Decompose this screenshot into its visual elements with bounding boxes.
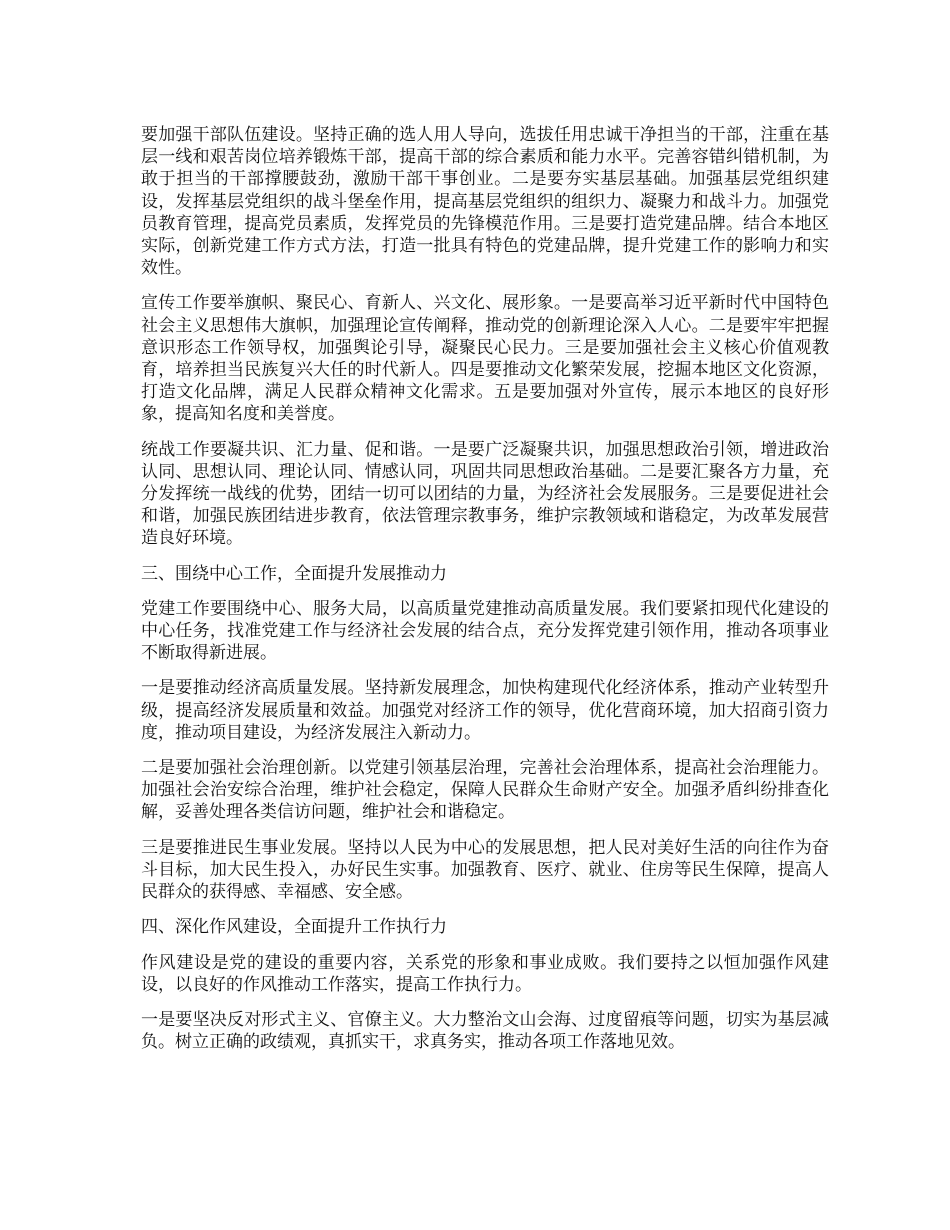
paragraph: 三是要推进民生事业发展。坚持以人民为中心的发展思想，把人民对美好生活的向往作为奋斗目标，加大民生投入，办好民生实事。加强教育、医疗、就业、住房等民生保障，提高人民群众的获得感、幸福感、安全感。: [141, 837, 829, 903]
section-heading: 三、围绕中心工作，全面提升发展推动力: [141, 563, 447, 584]
paragraph: 统战工作要凝共识、汇力量、促和谐。一是要广泛凝聚共识，加强思想政治引领，增进政治认同、思想认同、理论认同、情感认同，巩固共同思想政治基础。二是要汇聚各方力量，充分发挥统一战线的优势，团结一切可以团结的力量，为经济社会发展服务。三是要促进社会和谐，加强民族团结进步教育，依法管理宗教事务，维护宗教领域和谐稳定，为改革发展营造良好环境。: [141, 439, 829, 549]
paragraph: 作风建设是党的建设的重要内容，关系党的形象和事业成败。我们要持之以恒加强作风建设，以良好的作风推动工作落实，提高工作执行力。: [141, 952, 829, 995]
paragraph: 二是要加强社会治理创新。以党建引领基层治理，完善社会治理体系，提高社会治理能力。加强社会治安综合治理，维护社会稳定，保障人民群众生命财产安全。加强矛盾纠纷排查化解，妥善处理各类信访问题，维护社会和谐稳定。: [141, 758, 829, 823]
section-heading: 四、深化作风建设，全面提升工作执行力: [141, 917, 447, 938]
paragraph: 党建工作要围绕中心、服务大局，以高质量党建推动高质量发展。我们要紧扣现代化建设的中心任务，找准党建工作与经济社会发展的结合点，充分发挥党建引领作用，推动各项事业不断取得新进展。: [141, 598, 829, 664]
paragraph: 要加强干部队伍建设。坚持正确的选人用人导向，选拔任用忠诚干净担当的干部，注重在基层一线和艰苦岗位培养锻炼干部，提高干部的综合素质和能力水平。完善容错纠错机制，为敢于担当的干部撑腰鼓劲，激励干部干事创业。二是要夯实基层基础。加强基层党组织建设，发挥基层党组织的战斗堡垒作用，提高基层党组织的组织力、凝聚力和战斗力。加强党员教育管理，提高党员素质，发挥党员的先锋模范作用。三是要打造党建品牌。结合本地区实际，创新党建工作方式方法，打造一批具有特色的党建品牌，提升党建工作的影响力和实效性。: [141, 125, 829, 279]
paragraph: 宣传工作要举旗帜、聚民心、育新人、兴文化、展形象。一是要高举习近平新时代中国特色社会主义思想伟大旗帜，加强理论宣传阐释，推动党的创新理论深入人心。二是要牢牢把握意识形态工作领导权，加强舆论引导，凝聚民心民力。三是要加强社会主义核心价值观教育，培养担当民族复兴大任的时代新人。四是要推动文化繁荣发展，挖掘本地区文化资源，打造文化品牌，满足人民群众精神文化需求。五是要加强对外宣传，展示本地区的良好形象，提高知名度和美誉度。: [141, 293, 829, 425]
paragraph: 一是要坚决反对形式主义、官僚主义。大力整治文山会海、过度留痕等问题，切实为基层减负。树立正确的政绩观，真抓实干，求真务实，推动各项工作落地见效。: [141, 1009, 829, 1053]
paragraph: 一是要推动经济高质量发展。坚持新发展理念，加快构建现代化经济体系，推动产业转型升级，提高经济发展质量和效益。加强党对经济工作的领导，优化营商环境，加大招商引资力度，推动项目建设，为经济发展注入新动力。: [141, 678, 829, 743]
document-body: [141, 124, 829, 1066]
